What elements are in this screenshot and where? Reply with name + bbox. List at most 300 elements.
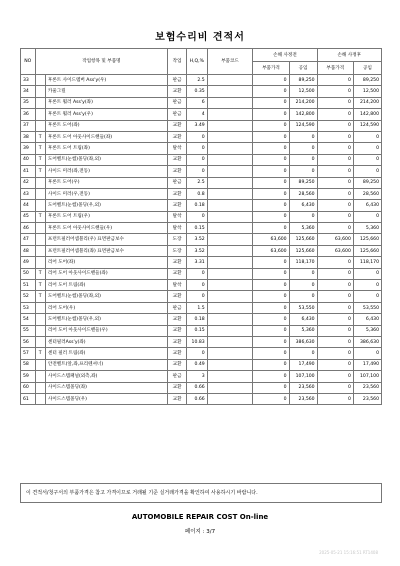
cell-name: 도어벨트(눈썹)몰딩(우,외) [45, 200, 167, 211]
cell-w2: 17,490 [353, 359, 381, 370]
cell-w1: 0 [289, 291, 317, 302]
cell-w2: 0 [353, 131, 381, 142]
table-row [21, 177, 382, 188]
cell-w1: 89,250 [289, 177, 317, 188]
cell-partcode [207, 382, 253, 393]
cell-q: 0 [186, 280, 207, 291]
cell-p1: 0 [253, 131, 289, 142]
cell-w1: 89,250 [289, 75, 317, 86]
cell-w1: 23,560 [289, 382, 317, 393]
cell-p2: 0 [317, 177, 353, 188]
estimate-table [20, 48, 382, 405]
cell-name: 후론트 도어 트림(우) [45, 211, 167, 222]
cell-no: 33 [21, 75, 36, 86]
cell-q: 0 [186, 268, 207, 279]
cell-w2: 0 [353, 280, 381, 291]
cell-partcode [207, 97, 253, 108]
cell-work: 탈착 [168, 280, 187, 291]
cell-work: 판금 [168, 97, 187, 108]
cell-name: 안전벨트(앞,좌,프리텐셔너) [45, 359, 167, 370]
cell-p1: 0 [253, 280, 289, 291]
cell-w2: 214,200 [353, 97, 381, 108]
cell-partcode [207, 154, 253, 165]
cell-partcode [207, 188, 253, 199]
cell-mark: T [35, 154, 45, 165]
cell-partcode [207, 177, 253, 188]
cell-work: 교환 [168, 268, 187, 279]
cell-no: 38 [21, 131, 36, 142]
cell-w1: 5,360 [289, 325, 317, 336]
cell-no: 48 [21, 245, 36, 256]
cell-q: 2.5 [186, 75, 207, 86]
cell-mark [35, 234, 45, 245]
cell-partcode [207, 200, 253, 211]
cell-no: 42 [21, 177, 36, 188]
document-title: 보험수리비 견적서 [155, 32, 245, 43]
cell-w2: 118,170 [353, 257, 381, 268]
cell-w1: 5,360 [289, 223, 317, 234]
header-partcode: 부품코드 [207, 49, 253, 75]
table-row [21, 166, 382, 177]
cell-q: 2.5 [186, 177, 207, 188]
table-row [21, 291, 382, 302]
cell-no: 39 [21, 143, 36, 154]
cell-p2: 0 [317, 291, 353, 302]
cell-p1: 0 [253, 143, 289, 154]
cell-w2: 125,660 [353, 245, 381, 256]
cell-no: 46 [21, 223, 36, 234]
cell-partcode [207, 325, 253, 336]
cell-partcode [207, 75, 253, 86]
cell-p1: 0 [253, 268, 289, 279]
cell-p2: 0 [317, 268, 353, 279]
cell-no: 40 [21, 154, 36, 165]
header-labor-before: 공임 [289, 62, 317, 75]
cell-work: 교환 [168, 131, 187, 142]
cell-p1: 0 [253, 86, 289, 97]
cell-w1: 0 [289, 131, 317, 142]
table-row [21, 97, 382, 108]
cell-p1: 0 [253, 188, 289, 199]
cell-partcode [207, 223, 253, 234]
cell-work: 탈착 [168, 143, 187, 154]
cell-p2: 0 [317, 75, 353, 86]
cell-p1: 0 [253, 154, 289, 165]
cell-work: 판금 [168, 75, 187, 86]
cell-no: 60 [21, 382, 36, 393]
cell-w2: 53,550 [353, 302, 381, 313]
cell-p2: 0 [317, 143, 353, 154]
table-row [21, 280, 382, 291]
cell-p2: 63,600 [317, 245, 353, 256]
cell-partcode [207, 280, 253, 291]
cell-no: 45 [21, 211, 36, 222]
cell-work: 도장 [168, 245, 187, 256]
cell-mark: T [35, 131, 45, 142]
cell-w2: 0 [353, 268, 381, 279]
cell-q: 10.83 [186, 336, 207, 347]
cell-w1: 6,430 [289, 314, 317, 325]
cell-w2: 124,590 [353, 120, 381, 131]
cell-p2: 0 [317, 188, 353, 199]
cell-p1: 0 [253, 393, 289, 404]
cell-w1: 125,660 [289, 245, 317, 256]
cell-work: 교환 [168, 86, 187, 97]
cell-partcode [207, 371, 253, 382]
cell-name: 사이드 미러(우,전동) [45, 188, 167, 199]
cell-p2: 0 [317, 371, 353, 382]
cell-mark [35, 359, 45, 370]
cell-work: 교환 [168, 382, 187, 393]
cell-mark [35, 382, 45, 393]
cell-w2: 5,360 [353, 325, 381, 336]
cell-mark [35, 120, 45, 131]
cell-no: 50 [21, 268, 36, 279]
cell-w1: 386,630 [289, 336, 317, 347]
page-number: 페이지 : 3/7 [184, 529, 216, 535]
cell-w1: 23,560 [289, 393, 317, 404]
cell-mark [35, 393, 45, 404]
cell-partcode [207, 166, 253, 177]
cell-w2: 23,560 [353, 382, 381, 393]
header-before: 손해 사정전 [253, 49, 317, 62]
cell-partcode [207, 245, 253, 256]
cell-w1: 107,100 [289, 371, 317, 382]
cell-w2: 6,430 [353, 314, 381, 325]
cell-partcode [207, 257, 253, 268]
cell-q: 0.18 [186, 314, 207, 325]
cell-w1: 142,800 [289, 109, 317, 120]
table-row [21, 382, 382, 393]
table-row [21, 223, 382, 234]
cell-name: 리어 도어(우) [45, 302, 167, 313]
cell-name: 프런트필러어셈블리(좌) 표면판금보수 [45, 245, 167, 256]
table-row [21, 131, 382, 142]
cell-name: 사이드스텝패널(외측,좌) [45, 371, 167, 382]
cell-p1: 63,600 [253, 245, 289, 256]
cell-partcode [207, 143, 253, 154]
cell-no: 54 [21, 314, 36, 325]
table-row [21, 86, 382, 97]
estimate-rows [21, 75, 382, 405]
cell-mark: T [35, 211, 45, 222]
cell-p1: 0 [253, 211, 289, 222]
cell-no: 53 [21, 302, 36, 313]
cell-work: 판금 [168, 109, 187, 120]
cell-mark [35, 245, 45, 256]
cell-w2: 28,560 [353, 188, 381, 199]
cell-q: 4 [186, 109, 207, 120]
cell-q: 0.18 [186, 200, 207, 211]
cell-work: 교환 [168, 291, 187, 302]
cell-q: 0 [186, 291, 207, 302]
cell-work: 교환 [168, 120, 187, 131]
cell-p2: 0 [317, 120, 353, 131]
cell-mark [35, 200, 45, 211]
cell-mark [35, 257, 45, 268]
cell-no: 58 [21, 359, 36, 370]
cell-name: 후론트 도어(좌) [45, 120, 167, 131]
header-after: 손해 사정후 [317, 49, 381, 62]
cell-name: 사이드스텝몰딩(좌) [45, 382, 167, 393]
cell-name: 카울그릴 [45, 86, 167, 97]
cell-name: 후론트 휠러 Ass'y(좌) [45, 97, 167, 108]
cell-name: 도어벨트(눈썹)몰딩(좌,외) [45, 154, 167, 165]
cell-q: 0.66 [186, 382, 207, 393]
cell-p2: 0 [317, 211, 353, 222]
cell-p2: 0 [317, 348, 353, 359]
cell-p2: 0 [317, 280, 353, 291]
cell-partcode [207, 120, 253, 131]
cell-partcode [207, 131, 253, 142]
cell-partcode [207, 302, 253, 313]
cell-p1: 0 [253, 177, 289, 188]
table-row [21, 359, 382, 370]
cell-p1: 0 [253, 109, 289, 120]
cell-q: 0.49 [186, 359, 207, 370]
cell-partcode [207, 109, 253, 120]
cell-no: 43 [21, 188, 36, 199]
cell-q: 0.8 [186, 188, 207, 199]
table-row [21, 154, 382, 165]
cell-p2: 0 [317, 325, 353, 336]
cell-work: 교환 [168, 348, 187, 359]
cell-work: 교환 [168, 393, 187, 404]
table-row [21, 325, 382, 336]
cell-mark [35, 371, 45, 382]
cell-p1: 0 [253, 166, 289, 177]
cell-work: 판금 [168, 177, 187, 188]
table-row [21, 109, 382, 120]
cell-w2: 125,660 [353, 234, 381, 245]
cell-name: 후론트 도어 아웃사이드핸들(좌) [45, 131, 167, 142]
cell-w2: 89,250 [353, 177, 381, 188]
cell-no: 49 [21, 257, 36, 268]
cell-q: 0.15 [186, 325, 207, 336]
table-row [21, 348, 382, 359]
cell-no: 41 [21, 166, 36, 177]
cell-work: 교환 [168, 359, 187, 370]
print-timestamp: 2025-05-21 15:16:51 RT1408 [319, 550, 378, 555]
cell-p1: 0 [253, 257, 289, 268]
table-row [21, 314, 382, 325]
cell-w2: 0 [353, 143, 381, 154]
cell-w2: 6,430 [353, 200, 381, 211]
cell-p2: 0 [317, 314, 353, 325]
cell-no: 55 [21, 325, 36, 336]
cell-p1: 0 [253, 382, 289, 393]
cell-w2: 89,250 [353, 75, 381, 86]
cell-q: 0.66 [186, 393, 207, 404]
header-part-price-before: 부품가격 [253, 62, 289, 75]
cell-partcode [207, 336, 253, 347]
cell-p1: 0 [253, 314, 289, 325]
cell-name: 후론트 도어(우) [45, 177, 167, 188]
cell-name: 프런트필러어셈블리(우) 표면판금보수 [45, 234, 167, 245]
table-row [21, 393, 382, 404]
cell-mark [35, 302, 45, 313]
cell-name: 사이드스텝몰딩(우) [45, 393, 167, 404]
cell-name: 도어벨트(눈썹)몰딩(좌,외) [45, 291, 167, 302]
cell-work: 교환 [168, 325, 187, 336]
cell-no: 35 [21, 97, 36, 108]
header-item: 작업항목 및 부품명 [35, 49, 168, 75]
cell-partcode [207, 393, 253, 404]
cell-q: 3.52 [186, 234, 207, 245]
cell-w1: 118,170 [289, 257, 317, 268]
cell-p2: 0 [317, 223, 353, 234]
cell-q: 0.15 [186, 223, 207, 234]
cell-p2: 0 [317, 382, 353, 393]
cell-p2: 0 [317, 359, 353, 370]
cell-p1: 0 [253, 200, 289, 211]
cell-p1: 0 [253, 371, 289, 382]
cell-name: 도어벨트(눈썹)몰딩(우,외) [45, 314, 167, 325]
table-row [21, 371, 382, 382]
cell-partcode [207, 314, 253, 325]
cell-q: 6 [186, 97, 207, 108]
cell-w2: 386,630 [353, 336, 381, 347]
cell-p2: 0 [317, 131, 353, 142]
cell-p1: 0 [253, 336, 289, 347]
table-row [21, 75, 382, 86]
cell-w2: 107,100 [353, 371, 381, 382]
cell-p1: 0 [253, 359, 289, 370]
cell-name: 리어 도어(좌) [45, 257, 167, 268]
cell-w1: 17,490 [289, 359, 317, 370]
cell-work: 교환 [168, 188, 187, 199]
cell-q: 0 [186, 211, 207, 222]
header-no: NO [21, 49, 36, 75]
cell-w1: 0 [289, 166, 317, 177]
cell-w1: 0 [289, 268, 317, 279]
cell-p2: 0 [317, 97, 353, 108]
cell-mark [35, 336, 45, 347]
cell-q: 0 [186, 348, 207, 359]
cell-partcode [207, 234, 253, 245]
cell-w1: 12,500 [289, 86, 317, 97]
cell-p2: 0 [317, 393, 353, 404]
cell-no: 56 [21, 336, 36, 347]
header-labor-after: 공임 [353, 62, 381, 75]
cell-p1: 0 [253, 223, 289, 234]
cell-p1: 0 [253, 75, 289, 86]
cell-p2: 0 [317, 166, 353, 177]
cell-p2: 0 [317, 200, 353, 211]
table-row [21, 302, 382, 313]
cell-w1: 6,430 [289, 200, 317, 211]
cell-w2: 142,800 [353, 109, 381, 120]
cell-work: 교환 [168, 336, 187, 347]
cell-work: 판금 [168, 302, 187, 313]
cell-no: 61 [21, 393, 36, 404]
price-notice: 이 견적서/청구서의 부품가격은 참고 가격이므로 거래될 기준 실거래가격을 확인하여 사용하시기 바랍니다. [20, 483, 382, 503]
cell-work: 탈착 [168, 211, 187, 222]
cell-w2: 0 [353, 211, 381, 222]
cell-p1: 0 [253, 291, 289, 302]
cell-no: 52 [21, 291, 36, 302]
cell-q: 1.5 [186, 302, 207, 313]
cell-p1: 0 [253, 348, 289, 359]
cell-work: 교환 [168, 257, 187, 268]
cell-w1: 0 [289, 348, 317, 359]
cell-q: 3 [186, 371, 207, 382]
cell-q: 0 [186, 166, 207, 177]
cell-w1: 28,560 [289, 188, 317, 199]
cell-no: 36 [21, 109, 36, 120]
cell-partcode [207, 291, 253, 302]
cell-work: 판금 [168, 371, 187, 382]
cell-q: 3.31 [186, 257, 207, 268]
cell-no: 51 [21, 280, 36, 291]
cell-mark: T [35, 143, 45, 154]
cell-mark [35, 325, 45, 336]
cell-mark [35, 75, 45, 86]
cell-name: 후론트 도어 트림(좌) [45, 143, 167, 154]
cell-p1: 0 [253, 325, 289, 336]
table-row [21, 188, 382, 199]
cell-w2: 5,360 [353, 223, 381, 234]
cell-no: 37 [21, 120, 36, 131]
cell-mark [35, 223, 45, 234]
cell-mark [35, 188, 45, 199]
table-row [21, 211, 382, 222]
cell-mark [35, 97, 45, 108]
table-row [21, 336, 382, 347]
header-part-price-after: 부품가격 [317, 62, 353, 75]
header-hqty: H,Q,% [186, 49, 207, 75]
cell-partcode [207, 211, 253, 222]
table-row [21, 120, 382, 131]
table-row [21, 200, 382, 211]
cell-work: 탈착 [168, 223, 187, 234]
cell-p1: 0 [253, 120, 289, 131]
cell-w1: 124,590 [289, 120, 317, 131]
cell-q: 0 [186, 154, 207, 165]
cell-work: 도장 [168, 234, 187, 245]
cell-partcode [207, 348, 253, 359]
cell-mark [35, 314, 45, 325]
cell-q: 3.49 [186, 120, 207, 131]
cell-name: 후론트 사이드멤버 Ass'y(우) [45, 75, 167, 86]
cell-w1: 214,200 [289, 97, 317, 108]
cell-no: 44 [21, 200, 36, 211]
header-work: 작업 [168, 49, 187, 75]
cell-partcode [207, 359, 253, 370]
cell-q: 0 [186, 131, 207, 142]
cell-p2: 0 [317, 154, 353, 165]
cell-name: 리어 도어 아웃사이드핸들(우) [45, 325, 167, 336]
cell-w1: 0 [289, 280, 317, 291]
cell-no: 59 [21, 371, 36, 382]
cell-no: 34 [21, 86, 36, 97]
cell-w1: 0 [289, 211, 317, 222]
footer-title: AUTOMOBILE REPAIR COST On-line [131, 513, 269, 521]
cell-p2: 0 [317, 257, 353, 268]
cell-w1: 53,550 [289, 302, 317, 313]
cell-name: 후론트 휠러 Ass'y(우) [45, 109, 167, 120]
cell-w2: 0 [353, 166, 381, 177]
cell-mark: T [35, 291, 45, 302]
cell-name: 사이드 미러(좌,전동) [45, 166, 167, 177]
cell-w1: 0 [289, 154, 317, 165]
table-row [21, 268, 382, 279]
cell-p2: 0 [317, 336, 353, 347]
cell-p1: 0 [253, 302, 289, 313]
cell-work: 교환 [168, 314, 187, 325]
cell-partcode [207, 86, 253, 97]
cell-mark: T [35, 268, 45, 279]
